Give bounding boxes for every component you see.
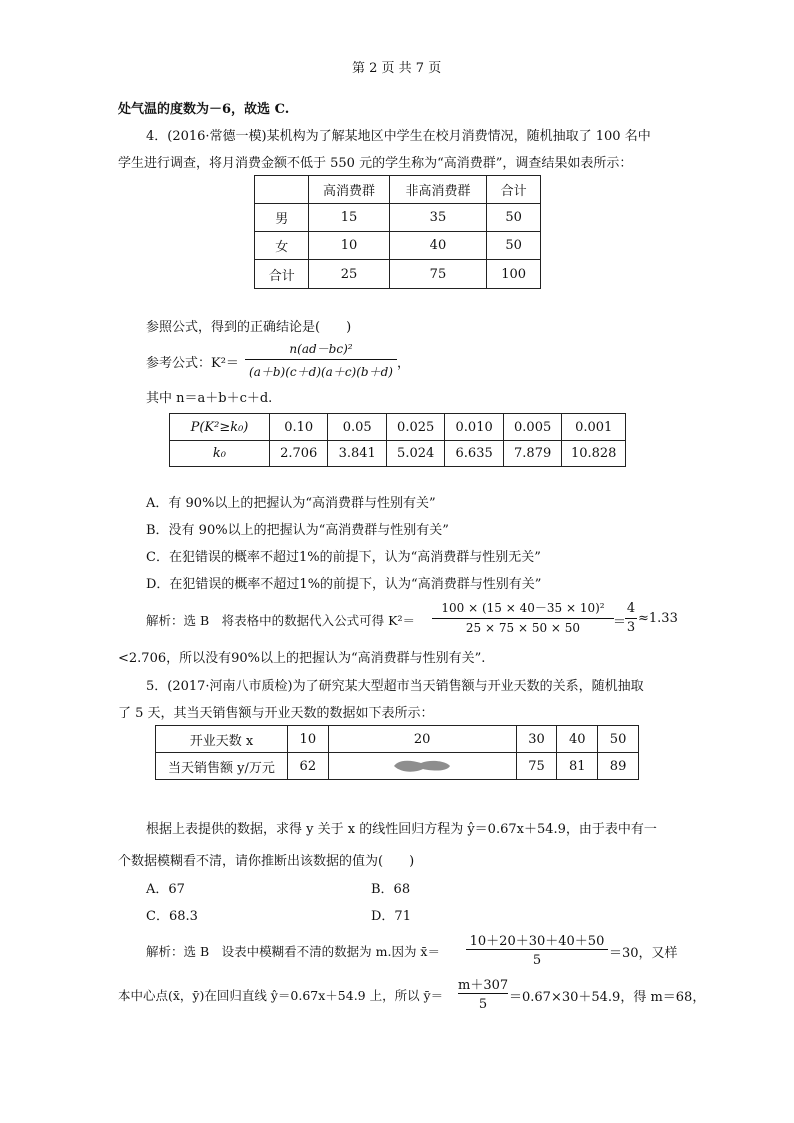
q5-solution-ybar-bar (458, 993, 508, 994)
table-cell: 75 (516, 753, 557, 780)
q5-solution-line1-prefix: 解析：选 B 设表中模糊看不清的数据为 m.因为 x̄＝ (146, 944, 440, 959)
table-cell: 2.706 (269, 441, 327, 467)
q4-critical-value-table (169, 413, 626, 467)
table-cell: 50 (598, 726, 639, 753)
q4-solution-prefix: 解析：选 B 将表格中的数据代入公式可得 K²＝ (146, 613, 415, 628)
table-row (170, 414, 626, 441)
q4-solution-equals: ＝ (613, 615, 627, 630)
table-header: 开业天数 x (156, 726, 288, 753)
q5-option-d: D．71 (371, 909, 411, 924)
table-cell: 15 (309, 204, 389, 232)
q5-stem-question: 个数据模糊看不清，请你推断出该数据的值为( ) (118, 854, 415, 869)
q4-solution-denominator: 25 × 75 × 50 × 50 (465, 621, 581, 635)
table-cell: 3.841 (328, 441, 386, 467)
q5-solution-mean-numerator: 10＋20＋30＋40＋50 (469, 934, 605, 949)
q5-solution-line2-prefix: 本中心点(x̄，ȳ)在回归直线 ŷ＝0.67x＋54.9 上，所以 ȳ＝ (118, 988, 444, 1003)
table-cell: 男 (255, 204, 309, 232)
table-header: 高消费群 (309, 176, 389, 204)
q5-option-a: A．67 (146, 882, 185, 897)
table-cell: 20 (328, 726, 516, 753)
q4-formula-fraction-bar (245, 359, 397, 360)
q4-solution-suffix: ≈1.33 (638, 611, 678, 626)
q5-option-b: B．68 (371, 882, 411, 897)
table-cell: 35 (389, 204, 487, 232)
q4-solution-small-fraction-bar (625, 618, 637, 619)
table-row (255, 204, 541, 232)
q4-option-b: B．没有 90%以上的把握认为“高消费群与性别有关” (146, 523, 449, 538)
q4-stem-line2: 学生进行调查，将月消费金额不低于 550 元的学生称为“高消费群”，调查结果如表所示： (118, 156, 633, 171)
q5-solution-ybar-denominator: 5 (478, 997, 488, 1012)
table-cell: 0.025 (386, 414, 444, 441)
q4-formula-numerator: n(ad－bc)² (289, 342, 353, 356)
table-cell: 6.635 (445, 441, 503, 467)
table-cell: 100 (487, 260, 541, 289)
table-cell: 合计 (255, 260, 309, 289)
table-cell: 50 (487, 232, 541, 260)
table-row (255, 260, 541, 289)
q4-solution-frac-num: 4 (626, 601, 636, 616)
table-cell: 5.024 (386, 441, 444, 467)
q5-solution-ybar-numerator: m＋307 (458, 978, 509, 993)
table-cell: 0.10 (269, 414, 327, 441)
table-cell: 0.005 (503, 414, 561, 441)
q5-solution-mean-bar (466, 949, 608, 950)
table-cell: 89 (598, 753, 639, 780)
q4-option-d: D．在犯错误的概率不超过1%的前提下，认为“高消费群与性别有关” (146, 577, 542, 592)
q5-sales-table (155, 725, 639, 780)
table-header: 非高消费群 (389, 176, 487, 204)
table-row (156, 726, 639, 753)
table-cell: 0.001 (562, 414, 626, 441)
table-cell: 62 (287, 753, 328, 780)
table-cell (255, 176, 309, 204)
blur-smudge-icon (391, 757, 453, 775)
table-header: 当天销售额 y/万元 (156, 753, 288, 780)
q5-stem-regression: 根据上表提供的数据，求得 y 关于 x 的线性回归方程为 ŷ＝0.67x＋54.9，由于表中有一 (146, 822, 657, 837)
table-cell: 75 (389, 260, 487, 289)
q4-solution-fraction-bar (432, 618, 614, 619)
q5-stem-line1: 5．(2017·河南八市质检)为了研究某大型超市当天销售额与开业天数的关系，随机抽取 (146, 679, 644, 694)
blurred-data-cell (328, 753, 516, 780)
table-cell: 10 (309, 232, 389, 260)
q5-solution-mean-denominator: 5 (532, 953, 542, 968)
table-cell: 10 (287, 726, 328, 753)
table-cell: 7.879 (503, 441, 561, 467)
table-cell: 女 (255, 232, 309, 260)
q4-solution-line2: <2.706，所以没有90%以上的把握认为“高消费群与性别有关”. (118, 651, 486, 666)
q4-solution-frac-den: 3 (626, 620, 636, 635)
q4-stem-line1: 4．(2016·常德一模)某机构为了解某地区中学生在校月消费情况，随机抽取了 100 名中 (146, 129, 651, 144)
table-header: P(K²≥k₀) (170, 414, 270, 441)
table-cell: 40 (389, 232, 487, 260)
table-row (255, 232, 541, 260)
q4-where-clause: 其中 n＝a＋b＋c＋d. (146, 391, 273, 406)
table-row (170, 441, 626, 467)
table-cell: 40 (557, 726, 598, 753)
q4-solution-numerator: 100 × (15 × 40－35 × 10)² (441, 601, 605, 615)
table-cell: 0.010 (445, 414, 503, 441)
q5-solution-line2-suffix: ＝0.67×30＋54.9，得 m＝68， (509, 990, 706, 1005)
table-cell: 10.828 (562, 441, 626, 467)
q4-prompt: 参照公式，得到的正确结论是( ) (146, 320, 352, 335)
table-cell: 30 (516, 726, 557, 753)
q4-formula-prefix: 参考公式：K²＝ (146, 356, 239, 371)
q5-option-c: C．68.3 (146, 909, 198, 924)
q4-option-a: A．有 90%以上的把握认为“高消费群与性别有关” (146, 496, 436, 511)
q4-contingency-table (254, 175, 541, 289)
table-cell: 50 (487, 204, 541, 232)
table-header: k₀ (170, 441, 270, 467)
table-cell: 0.05 (328, 414, 386, 441)
page-number: 第 2 页 共 7 页 (352, 61, 442, 76)
table-cell: 81 (557, 753, 598, 780)
table-row (156, 753, 639, 780)
q4-formula-suffix: ， (397, 356, 411, 371)
q5-solution-line1-suffix: ＝30，又样 (609, 946, 678, 961)
previous-answer-tail: 处气温的度数为－6，故选 C. (118, 102, 290, 117)
table-header: 合计 (487, 176, 541, 204)
q5-stem-line2: 了 5 天，其当天销售额与开业天数的数据如下表所示： (118, 706, 434, 721)
table-cell: 25 (309, 260, 389, 289)
q4-formula-denominator: (a＋b)(c＋d)(a＋c)(b＋d) (249, 365, 393, 379)
q4-option-c: C．在犯错误的概率不超过1%的前提下，认为“高消费群与性别无关” (146, 550, 541, 565)
